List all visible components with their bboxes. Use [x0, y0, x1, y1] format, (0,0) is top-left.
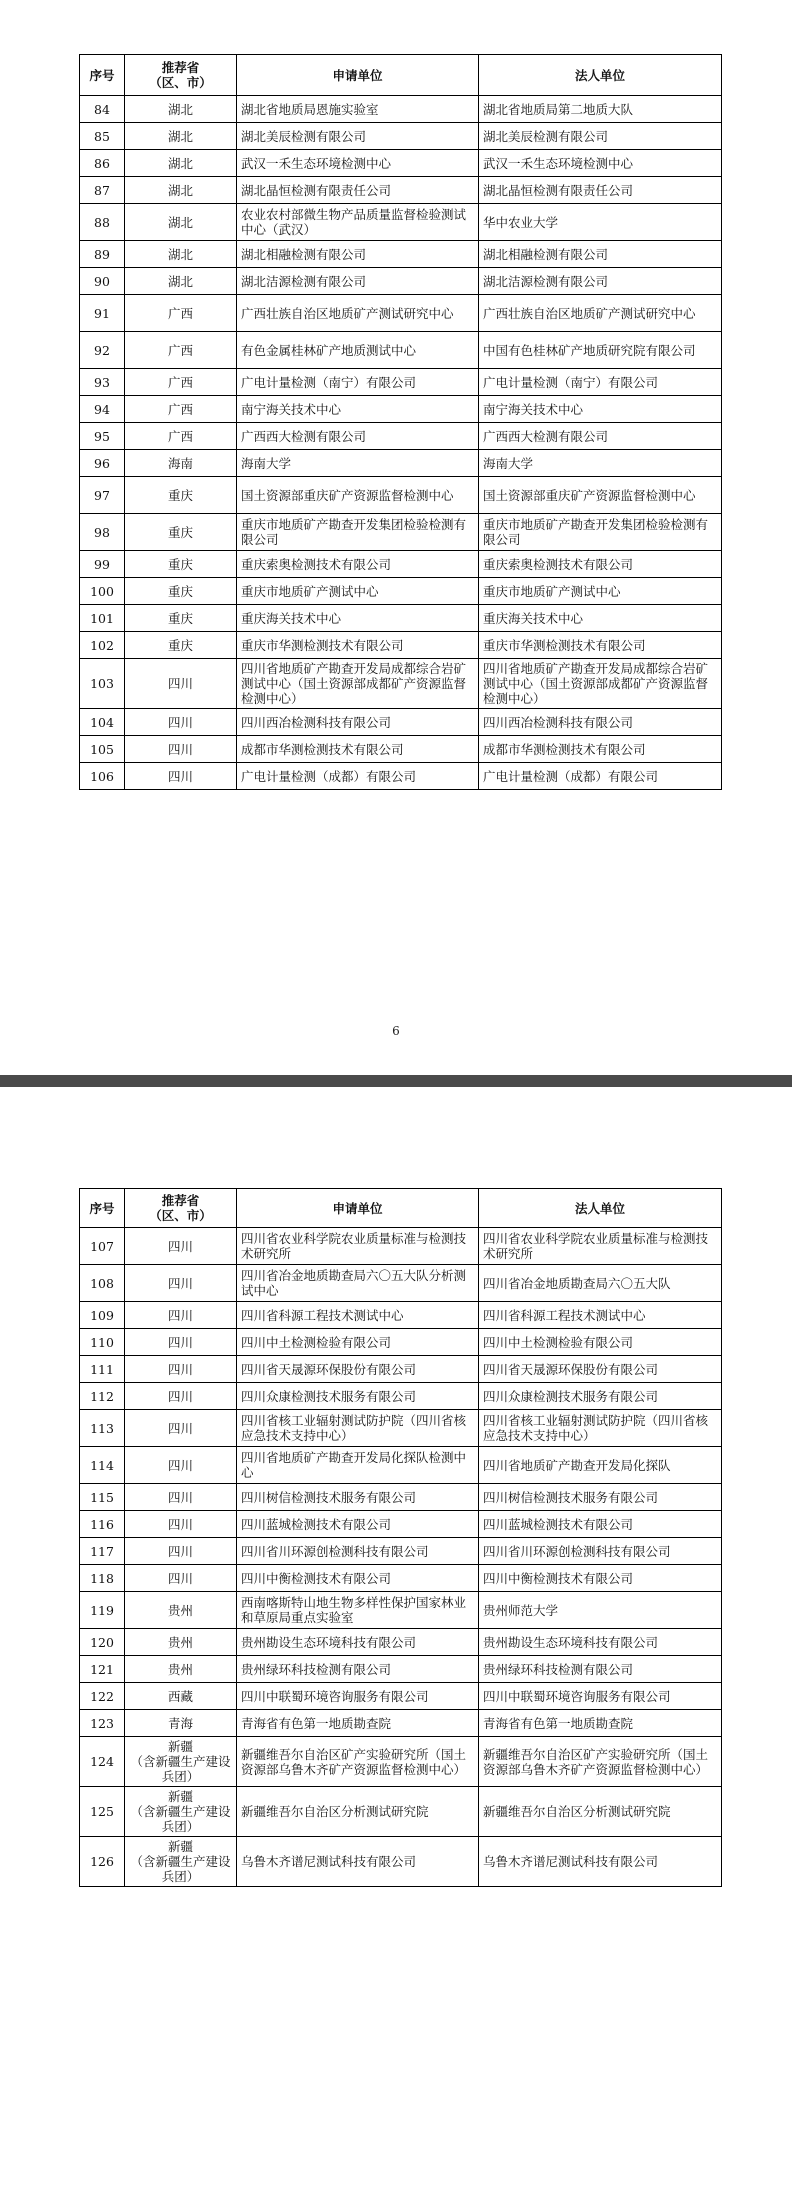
row-seq: 115 — [80, 1484, 125, 1511]
table-row — [80, 514, 722, 551]
row-region: 新疆 （含新疆生产建设兵团） — [125, 1837, 237, 1887]
row-legal: 四川树信检测技术服务有限公司 — [479, 1484, 722, 1511]
row-applicant: 四川省科源工程技术测试中心 — [237, 1302, 479, 1329]
row-legal: 广西西大检测有限公司 — [479, 423, 722, 450]
row-region: 重庆 — [125, 632, 237, 659]
row-seq: 97 — [80, 477, 125, 514]
row-applicant: 重庆海关技术中心 — [237, 605, 479, 632]
row-legal: 四川省地质矿产勘查开发局化探队 — [479, 1447, 722, 1484]
row-seq: 88 — [80, 204, 125, 241]
row-legal: 贵州勘设生态环境科技有限公司 — [479, 1629, 722, 1656]
row-applicant: 四川西冶检测科技有限公司 — [237, 709, 479, 736]
row-applicant: 广电计量检测（成都）有限公司 — [237, 763, 479, 790]
document-page-2 — [0, 1087, 792, 2198]
row-applicant: 四川省地质矿产勘查开发局化探队检测中心 — [237, 1447, 479, 1484]
row-applicant: 四川省农业科学院农业质量标准与检测技术研究所 — [237, 1228, 479, 1265]
row-region: 四川 — [125, 1383, 237, 1410]
row-applicant: 广电计量检测（南宁）有限公司 — [237, 369, 479, 396]
row-region: 四川 — [125, 1484, 237, 1511]
row-legal: 新疆维吾尔自治区矿产实验研究所（国土资源部乌鲁木齐矿产资源监督检测中心） — [479, 1737, 722, 1787]
table-body-page-1 — [80, 96, 722, 790]
row-region: 广西 — [125, 396, 237, 423]
row-applicant: 四川树信检测技术服务有限公司 — [237, 1484, 479, 1511]
row-legal: 四川省川环源创检测科技有限公司 — [479, 1538, 722, 1565]
table-header-row — [80, 1189, 722, 1228]
table-row — [80, 1683, 722, 1710]
table-row — [80, 1383, 722, 1410]
row-applicant: 新疆维吾尔自治区分析测试研究院 — [237, 1787, 479, 1837]
row-applicant: 四川省冶金地质勘查局六〇五大队分析测试中心 — [237, 1265, 479, 1302]
row-seq: 122 — [80, 1683, 125, 1710]
row-legal: 贵州绿环科技检测有限公司 — [479, 1656, 722, 1683]
table-row — [80, 709, 722, 736]
row-legal: 中国有色桂林矿产地质研究院有限公司 — [479, 332, 722, 369]
row-applicant: 四川省地质矿产勘查开发局成都综合岩矿测试中心（国土资源部成都矿产资源监督检测中心） — [237, 659, 479, 709]
table-row — [80, 477, 722, 514]
row-applicant: 新疆维吾尔自治区矿产实验研究所（国土资源部乌鲁木齐矿产资源监督检测中心） — [237, 1737, 479, 1787]
row-seq: 100 — [80, 578, 125, 605]
row-legal: 贵州师范大学 — [479, 1592, 722, 1629]
row-seq: 85 — [80, 123, 125, 150]
row-seq: 94 — [80, 396, 125, 423]
row-region: 四川 — [125, 1302, 237, 1329]
row-region: 重庆 — [125, 514, 237, 551]
row-seq: 107 — [80, 1228, 125, 1265]
row-seq: 99 — [80, 551, 125, 578]
row-seq: 105 — [80, 736, 125, 763]
row-region: 广西 — [125, 423, 237, 450]
row-region: 重庆 — [125, 605, 237, 632]
row-seq: 92 — [80, 332, 125, 369]
table-row — [80, 1538, 722, 1565]
row-legal: 成都市华测检测技术有限公司 — [479, 736, 722, 763]
row-seq: 117 — [80, 1538, 125, 1565]
row-seq: 89 — [80, 241, 125, 268]
row-legal: 四川省农业科学院农业质量标准与检测技术研究所 — [479, 1228, 722, 1265]
table-row — [80, 369, 722, 396]
row-applicant: 武汉一禾生态环境检测中心 — [237, 150, 479, 177]
table-row — [80, 450, 722, 477]
row-legal: 广电计量检测（南宁）有限公司 — [479, 369, 722, 396]
row-seq: 95 — [80, 423, 125, 450]
table-row — [80, 123, 722, 150]
row-seq: 91 — [80, 295, 125, 332]
row-applicant: 四川省天晟源环保股份有限公司 — [237, 1356, 479, 1383]
row-region: 四川 — [125, 1447, 237, 1484]
document-page-1 — [0, 0, 792, 1075]
row-seq: 102 — [80, 632, 125, 659]
row-legal: 国土资源部重庆矿产资源监督检测中心 — [479, 477, 722, 514]
row-region: 湖北 — [125, 177, 237, 204]
row-seq: 93 — [80, 369, 125, 396]
table-row — [80, 1656, 722, 1683]
row-region: 广西 — [125, 332, 237, 369]
table-row — [80, 204, 722, 241]
table-row — [80, 396, 722, 423]
row-seq: 84 — [80, 96, 125, 123]
row-region: 湖北 — [125, 123, 237, 150]
table-row — [80, 423, 722, 450]
institution-table-page-1 — [79, 54, 722, 790]
row-legal: 新疆维吾尔自治区分析测试研究院 — [479, 1787, 722, 1837]
table-row — [80, 1410, 722, 1447]
row-seq: 90 — [80, 268, 125, 295]
row-seq: 108 — [80, 1265, 125, 1302]
row-region: 四川 — [125, 1228, 237, 1265]
row-seq: 120 — [80, 1629, 125, 1656]
row-applicant: 广西壮族自治区地质矿产测试研究中心 — [237, 295, 479, 332]
row-seq: 101 — [80, 605, 125, 632]
table-row — [80, 96, 722, 123]
table-row — [80, 295, 722, 332]
row-region: 重庆 — [125, 578, 237, 605]
row-region: 青海 — [125, 1710, 237, 1737]
row-legal: 武汉一禾生态环境检测中心 — [479, 150, 722, 177]
row-seq: 123 — [80, 1710, 125, 1737]
row-applicant: 广西西大检测有限公司 — [237, 423, 479, 450]
table-row — [80, 1228, 722, 1265]
row-legal: 四川省核工业辐射测试防护院（四川省核应急技术支持中心） — [479, 1410, 722, 1447]
row-seq: 87 — [80, 177, 125, 204]
row-legal: 四川众康检测技术服务有限公司 — [479, 1383, 722, 1410]
page-separator — [0, 1075, 792, 1087]
row-region: 湖北 — [125, 241, 237, 268]
row-applicant: 海南大学 — [237, 450, 479, 477]
row-region: 海南 — [125, 450, 237, 477]
header-legal: 法人单位 — [479, 1189, 722, 1228]
row-seq: 109 — [80, 1302, 125, 1329]
table-row — [80, 177, 722, 204]
row-region: 四川 — [125, 736, 237, 763]
row-region: 广西 — [125, 295, 237, 332]
header-applicant: 申请单位 — [237, 55, 479, 96]
row-region: 四川 — [125, 709, 237, 736]
row-seq: 106 — [80, 763, 125, 790]
row-legal: 湖北相融检测有限公司 — [479, 241, 722, 268]
row-applicant: 有色金属桂林矿产地质测试中心 — [237, 332, 479, 369]
row-region: 四川 — [125, 1265, 237, 1302]
table-row — [80, 1302, 722, 1329]
row-region: 湖北 — [125, 204, 237, 241]
row-legal: 海南大学 — [479, 450, 722, 477]
table-body-page-2 — [80, 1228, 722, 1887]
row-applicant: 青海省有色第一地质勘查院 — [237, 1710, 479, 1737]
header-seq: 序号 — [80, 1189, 125, 1228]
row-seq: 96 — [80, 450, 125, 477]
table-row — [80, 1356, 722, 1383]
table-row — [80, 1329, 722, 1356]
row-legal: 重庆索奥检测技术有限公司 — [479, 551, 722, 578]
row-applicant: 四川中衡检测技术有限公司 — [237, 1565, 479, 1592]
row-legal: 四川中联蜀环境咨询服务有限公司 — [479, 1683, 722, 1710]
row-region: 重庆 — [125, 551, 237, 578]
table-row — [80, 1565, 722, 1592]
row-legal: 四川西冶检测科技有限公司 — [479, 709, 722, 736]
table-row — [80, 1265, 722, 1302]
row-legal: 重庆海关技术中心 — [479, 605, 722, 632]
row-legal: 四川省地质矿产勘查开发局成都综合岩矿测试中心（国土资源部成都矿产资源监督检测中心） — [479, 659, 722, 709]
row-seq: 125 — [80, 1787, 125, 1837]
table-row — [80, 1447, 722, 1484]
header-legal: 法人单位 — [479, 55, 722, 96]
row-legal: 南宁海关技术中心 — [479, 396, 722, 423]
row-applicant: 湖北省地质局恩施实验室 — [237, 96, 479, 123]
page-number: 6 — [392, 1024, 400, 1038]
row-seq: 112 — [80, 1383, 125, 1410]
row-legal: 湖北洁源检测有限公司 — [479, 268, 722, 295]
table-row — [80, 1837, 722, 1887]
row-applicant: 四川中土检测检验有限公司 — [237, 1329, 479, 1356]
row-applicant: 湖北相融检测有限公司 — [237, 241, 479, 268]
row-seq: 111 — [80, 1356, 125, 1383]
row-legal: 四川省冶金地质勘查局六〇五大队 — [479, 1265, 722, 1302]
row-applicant: 成都市华测检测技术有限公司 — [237, 736, 479, 763]
table-row — [80, 1484, 722, 1511]
table-row — [80, 1710, 722, 1737]
row-legal: 乌鲁木齐谱尼测试科技有限公司 — [479, 1837, 722, 1887]
row-seq: 126 — [80, 1837, 125, 1887]
row-region: 四川 — [125, 1565, 237, 1592]
table-row — [80, 578, 722, 605]
row-region: 湖北 — [125, 96, 237, 123]
table-row — [80, 268, 722, 295]
row-region: 四川 — [125, 1538, 237, 1565]
table-row — [80, 551, 722, 578]
row-seq: 86 — [80, 150, 125, 177]
row-region: 湖北 — [125, 150, 237, 177]
row-applicant: 湖北美辰检测有限公司 — [237, 123, 479, 150]
row-applicant: 四川省核工业辐射测试防护院（四川省核应急技术支持中心） — [237, 1410, 479, 1447]
table-row — [80, 1592, 722, 1629]
row-region: 贵州 — [125, 1629, 237, 1656]
row-legal: 四川中衡检测技术有限公司 — [479, 1565, 722, 1592]
row-legal: 华中农业大学 — [479, 204, 722, 241]
table-header-row — [80, 55, 722, 96]
row-legal: 重庆市地质矿产测试中心 — [479, 578, 722, 605]
row-applicant: 南宁海关技术中心 — [237, 396, 479, 423]
row-applicant: 四川蓝城检测技术有限公司 — [237, 1511, 479, 1538]
row-applicant: 重庆索奥检测技术有限公司 — [237, 551, 479, 578]
row-legal: 四川蓝城检测技术有限公司 — [479, 1511, 722, 1538]
row-region: 四川 — [125, 659, 237, 709]
row-region: 四川 — [125, 763, 237, 790]
header-seq: 序号 — [80, 55, 125, 96]
row-seq: 124 — [80, 1737, 125, 1787]
table-row — [80, 332, 722, 369]
row-applicant: 湖北晶恒检测有限责任公司 — [237, 177, 479, 204]
institution-table-page-2 — [79, 1188, 722, 1887]
row-seq: 114 — [80, 1447, 125, 1484]
table-row — [80, 1629, 722, 1656]
row-applicant: 乌鲁木齐谱尼测试科技有限公司 — [237, 1837, 479, 1887]
row-region: 新疆 （含新疆生产建设兵团） — [125, 1787, 237, 1837]
row-seq: 103 — [80, 659, 125, 709]
row-legal: 重庆市华测检测技术有限公司 — [479, 632, 722, 659]
row-applicant: 贵州绿环科技检测有限公司 — [237, 1656, 479, 1683]
row-region: 贵州 — [125, 1656, 237, 1683]
row-legal: 广西壮族自治区地质矿产测试研究中心 — [479, 295, 722, 332]
table-row — [80, 605, 722, 632]
row-region: 贵州 — [125, 1592, 237, 1629]
row-legal: 湖北晶恒检测有限责任公司 — [479, 177, 722, 204]
row-legal: 湖北美辰检测有限公司 — [479, 123, 722, 150]
row-applicant: 重庆市地质矿产测试中心 — [237, 578, 479, 605]
row-region: 四川 — [125, 1356, 237, 1383]
table-row — [80, 736, 722, 763]
row-region: 广西 — [125, 369, 237, 396]
row-seq: 98 — [80, 514, 125, 551]
row-region: 四川 — [125, 1410, 237, 1447]
row-legal: 青海省有色第一地质勘查院 — [479, 1710, 722, 1737]
row-seq: 110 — [80, 1329, 125, 1356]
row-seq: 116 — [80, 1511, 125, 1538]
row-legal: 四川省科源工程技术测试中心 — [479, 1302, 722, 1329]
table-row — [80, 659, 722, 709]
table-row — [80, 241, 722, 268]
row-legal: 广电计量检测（成都）有限公司 — [479, 763, 722, 790]
row-legal: 湖北省地质局第二地质大队 — [479, 96, 722, 123]
row-region: 西藏 — [125, 1683, 237, 1710]
row-legal: 四川省天晟源环保股份有限公司 — [479, 1356, 722, 1383]
table-row — [80, 632, 722, 659]
table-row — [80, 1787, 722, 1837]
row-seq: 121 — [80, 1656, 125, 1683]
row-region: 四川 — [125, 1511, 237, 1538]
table-row — [80, 1511, 722, 1538]
row-applicant: 西南喀斯特山地生物多样性保护国家林业和草原局重点实验室 — [237, 1592, 479, 1629]
row-region: 湖北 — [125, 268, 237, 295]
row-legal: 四川中土检测检验有限公司 — [479, 1329, 722, 1356]
table-row — [80, 1737, 722, 1787]
header-region: 推荐省 （区、市） — [125, 1189, 237, 1228]
row-seq: 119 — [80, 1592, 125, 1629]
table-row — [80, 763, 722, 790]
row-legal: 重庆市地质矿产勘查开发集团检验检测有限公司 — [479, 514, 722, 551]
row-applicant: 四川众康检测技术服务有限公司 — [237, 1383, 479, 1410]
row-applicant: 农业农村部微生物产品质量监督检验测试中心（武汉） — [237, 204, 479, 241]
table-row — [80, 150, 722, 177]
row-region: 新疆 （含新疆生产建设兵团） — [125, 1737, 237, 1787]
row-applicant: 贵州勘设生态环境科技有限公司 — [237, 1629, 479, 1656]
row-applicant: 国土资源部重庆矿产资源监督检测中心 — [237, 477, 479, 514]
header-applicant: 申请单位 — [237, 1189, 479, 1228]
row-applicant: 四川省川环源创检测科技有限公司 — [237, 1538, 479, 1565]
row-seq: 104 — [80, 709, 125, 736]
row-applicant: 重庆市华测检测技术有限公司 — [237, 632, 479, 659]
row-applicant: 重庆市地质矿产勘查开发集团检验检测有限公司 — [237, 514, 479, 551]
row-seq: 113 — [80, 1410, 125, 1447]
row-region: 四川 — [125, 1329, 237, 1356]
row-seq: 118 — [80, 1565, 125, 1592]
row-region: 重庆 — [125, 477, 237, 514]
header-region: 推荐省 （区、市） — [125, 55, 237, 96]
row-applicant: 四川中联蜀环境咨询服务有限公司 — [237, 1683, 479, 1710]
row-applicant: 湖北洁源检测有限公司 — [237, 268, 479, 295]
